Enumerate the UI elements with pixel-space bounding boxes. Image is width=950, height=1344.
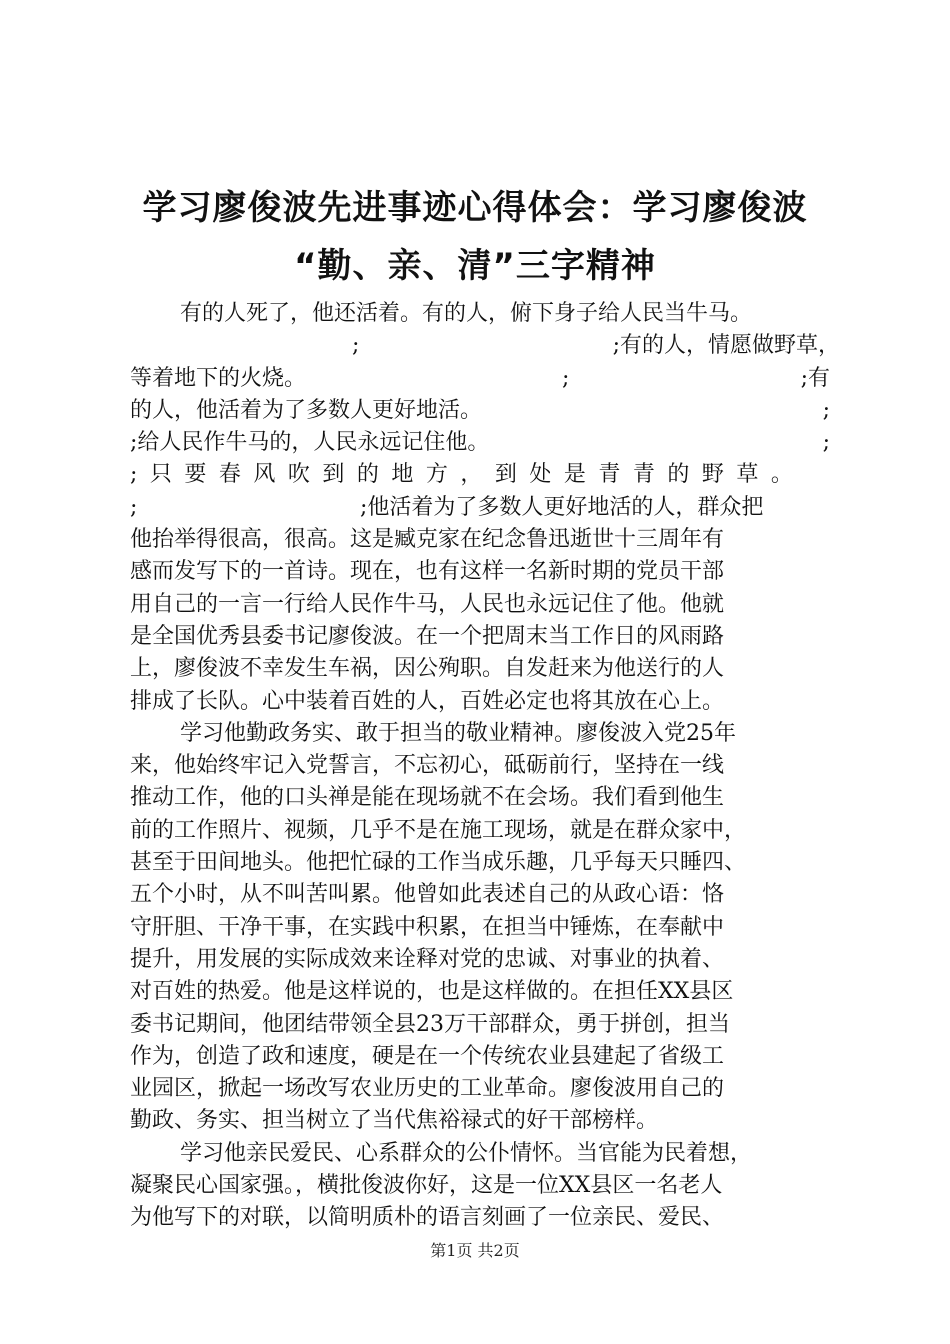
body-line: 委书记期间，他团结带领全县23万干部群众，勇于拼创，担当: [130, 1011, 730, 1037]
page-number: 第1页 共2页: [430, 1241, 520, 1260]
body-line: [130, 395, 830, 427]
body-fragment: 等着地下的火烧。: [130, 365, 307, 391]
body-line: 学习他勤政务实、敢于担当的敬业精神。廖俊波入党25年: [180, 720, 736, 746]
body-line: 凝聚民心国家强。，横批俊波你好，这是一位XX县区一名老人: [130, 1173, 723, 1199]
body-line: [130, 492, 830, 524]
body-line: 前的工作照片、视频，几乎不是在施工现场，就是在群众家中，: [130, 817, 747, 843]
body-line: 排成了长队。心中装着百姓的人，百姓必定也将其放在心上。: [130, 688, 725, 714]
document-title-line-2: “勤、亲、清”三字精神: [294, 246, 656, 286]
body-line: [130, 363, 830, 395]
body-line: 业园区，掀起一场改写农业历史的工业革命。廖俊波用自己的: [130, 1076, 725, 1102]
body-fragment: ;: [562, 365, 570, 391]
body-fragment: ;给人民作牛马的，人民永远记住他。: [130, 430, 490, 456]
body-line: 有的人死了，他还活着。有的人，俯下身子给人民当牛马。: [180, 301, 753, 326]
body-line: 推动工作，他的口头禅是能在现场就不在会场。我们看到他生: [130, 785, 725, 811]
body-line: 感而发写下的一首诗。现在，也有这样一名新时期的党员干部: [130, 559, 725, 585]
body-line: 上，廖俊波不幸发生车祸，因公殉职。自发赶来为他送行的人: [130, 656, 725, 682]
body-line: 学习他亲民爱民、心系群众的公仆情怀。当官能为民着想，: [180, 1140, 753, 1166]
body-line: 为他写下的对联，以简明质朴的语言刻画了一位亲民、爱民、: [130, 1205, 725, 1231]
body-fragment: ;有的人，情愿做野草，: [612, 333, 840, 359]
body-line: 作为，创造了政和速度，硬是在一个传统农业县建起了省级工: [130, 1043, 725, 1069]
body-fragment: 的人，他活着为了多数人更好地活。: [130, 397, 483, 423]
body-line: 对百姓的热爱。他是这样说的，也是这样做的。在担任XX县区: [130, 979, 734, 1005]
body-fragment: ;有: [800, 365, 830, 391]
body-line: [130, 427, 830, 459]
body-line: 勤政、务实、担当树立了当代焦裕禄式的好干部榜样。: [130, 1108, 659, 1134]
body-line: 甚至于田间地头。他把忙碌的工作当成乐趣，几乎每天只睡四、: [130, 850, 747, 876]
body-line: 他抬举得很高，很高。这是臧克家在纪念鲁迅逝世十三周年有: [130, 527, 725, 553]
document-body: [130, 298, 840, 1235]
body-line: 五个小时，从不叫苦叫累。他曾如此表述自己的从政心语：恪: [130, 882, 725, 908]
body-line: 守肝胆、干净干事，在实践中积累，在担当中锤炼，在奉献中: [130, 914, 725, 940]
body-fragment: ;他活着为了多数人更好地活的人，群众把: [360, 494, 764, 520]
body-line: 提升，用发展的实际成效来诠释对党的忠诚、对事业的执着、: [130, 946, 725, 972]
body-fragment: ;: [130, 494, 138, 520]
body-fragment: ;: [352, 333, 360, 359]
body-fragment: ;: [822, 397, 830, 423]
body-line: ;只要春风吹到的地方，到处是青青的野草。: [130, 462, 806, 488]
body-line: 用自己的一言一行给人民作牛马，人民也永远记住了他。他就: [130, 591, 725, 617]
body-line: 来，他始终牢记入党誓言，不忘初心，砥砺前行，坚持在一线: [130, 753, 725, 779]
body-line: 是全国优秀县委书记廖俊波。在一个把周末当工作日的风雨路: [130, 623, 725, 649]
body-line: [130, 330, 840, 362]
body-fragment: ;: [822, 430, 830, 456]
document-title-line-1: 学习廖俊波先进事迹心得体会：学习廖俊波: [142, 188, 808, 228]
